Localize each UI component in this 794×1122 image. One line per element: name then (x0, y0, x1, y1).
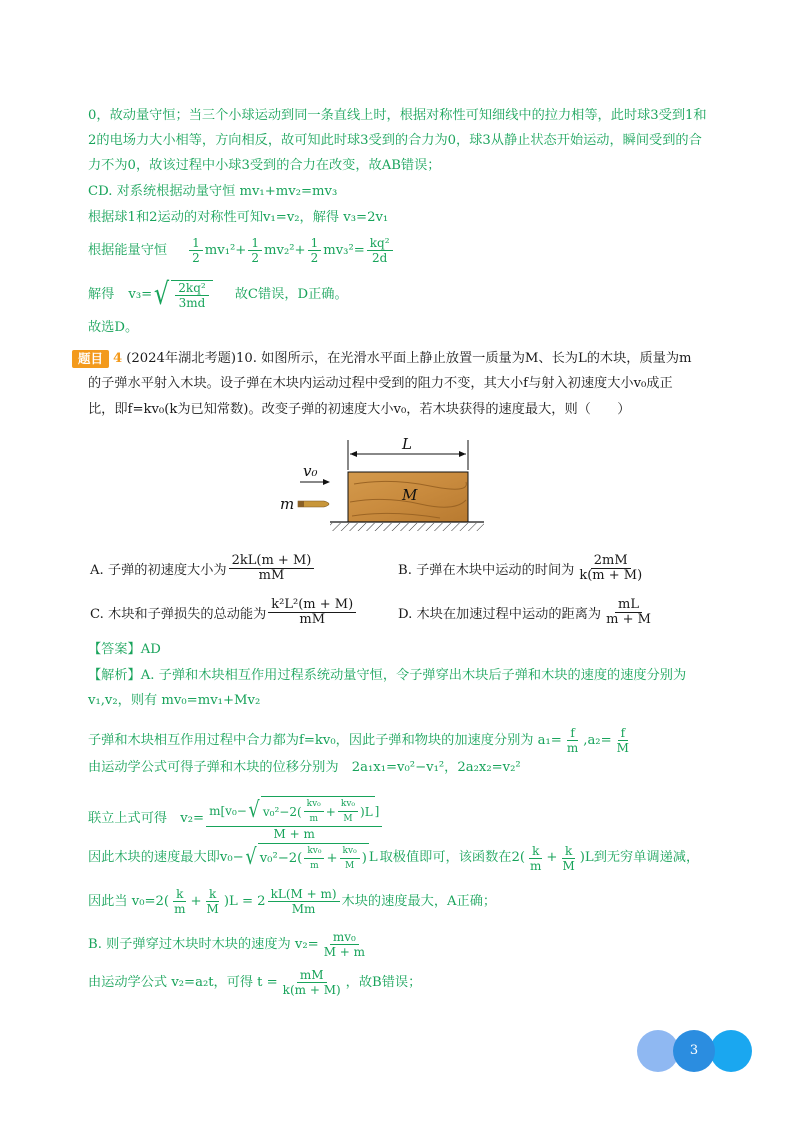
question-number: 4 (113, 351, 123, 366)
text-label: 取极值即可，该函数在 (379, 850, 512, 865)
answer: 【答案】AD (88, 642, 161, 657)
text-label: B. 则子弹穿过木块时木块的速度为 v₂= (88, 936, 319, 952)
text-label: 根据能量守恒 (88, 242, 168, 258)
bullet-block-figure (270, 432, 490, 542)
text-label: 故C错误，D正确。 (234, 287, 348, 302)
text-line: 由运动学公式可得子弹和木块的位移分别为 2a₁x₁=v₀²−v₁²，2a₂x₂=v₂² (88, 760, 521, 775)
max-velocity-line: 因此当 v₀= 2( $\frac{k}{m}$ + $\frac{k}{M}$ )L = 2 $\frac{kL(M + m)}{Mm}$ 木块的速度最大，A正确； (88, 887, 497, 916)
text-line: 2的电场力大小相等，方向相反，故可知此时球3受到的合力为0，球3从静止状态开始运动，瞬间受到的合 (88, 133, 702, 148)
time-line: 由运动学公式 v₂=a₂t，可得 t = $\frac{mM}{k(m + M)}$ ，故B错误； (88, 968, 422, 997)
page-decoration-right (710, 1030, 752, 1072)
length-label: L (402, 435, 412, 453)
option-b[interactable]: B. 子弹在木块中运动的时间为 $\frac{2mM}{k(m + M)}$ (398, 553, 643, 583)
velocity-label: v₀ (303, 462, 318, 480)
velocity-equation: 联立上式可得 v₂= m[v₀− √ v₀²−2( $\frac{\text{kv₀}}{m}$ + $\frac{\text{kv₀}}{M}$ )L ] M + m (88, 796, 384, 841)
question-text: (2024年湖北考题)10. 如图所示，在光滑水平面上静止放置一质量为M、长为L的木块，质量为m (126, 351, 692, 366)
text-line: 0，故动量守恒；当三个小球运动到同一条直线上时，根据对称性可知细线中的拉力相等，此时球3受到1和 (88, 108, 707, 123)
question-text: 比，即f=kv₀(k为已知常数)。改变子弹的初速度大小v₀，若木块获得的速度最大，则（ ） (88, 402, 631, 417)
text-label: 因此当 v₀= (88, 893, 156, 909)
text-line: v₁,v₂，则有 mv₀=mv₁+Mv₂ (88, 693, 261, 708)
extremum-line: 因此木块的速度最大即 v₀− √ v₀²−2( $\frac{\text{kv₀}}{m}$ + $\frac{\text{kv₀}}{M}$ ) L 取极值即可，该函数在 2( $\frac{k}{m}$ + $\frac{k}{M}$ )L 到无穷单调递减， (88, 843, 700, 873)
option-label: A. 子弹的初速度大小为 (90, 563, 227, 578)
page-number: 3 (689, 1043, 699, 1058)
option-label: C. 木块和子弹损失的总动能为 (90, 607, 267, 622)
text-label: 到无穷单调递减， (593, 850, 700, 865)
question-tag: 题目 (72, 350, 109, 368)
acceleration-equation: 子弹和木块相互作用过程中合力都为f=kv₀，因此子弹和物块的加速度分别为 a₁= $\frac{f}{m}$ ,a₂= $\frac{f}{M}$ (88, 726, 629, 755)
option-label: B. 子弹在木块中运动的时间为 (398, 563, 575, 578)
energy-equation: 根据能量守恒 $\frac{1}{2}$ mv₁²+ $\frac{1}{2}$ mv₂²+ $\frac{1}{2}$ mv₃²= $\frac{\text{kq²}}{2d}$ (88, 236, 395, 265)
text-label: 木块的速度最大，A正确； (341, 893, 497, 909)
text-label: ，故B错误； (345, 974, 422, 990)
text-label: 由运动学公式 v₂=a₂t，可得 (88, 974, 254, 990)
text-label: 子弹和木块相互作用过程中合力都为f=kv₀，因此子弹和物块的加速度分别为 a₁= (88, 732, 562, 748)
text-label: 联立上式可得 v₂= (88, 810, 205, 826)
option-label: D. 木块在加速过程中运动的距离为 (398, 607, 602, 622)
text-label: 解得 (88, 287, 115, 302)
block-mass-label: M (402, 486, 418, 504)
option-d[interactable]: D. 木块在加速过程中运动的距离为 $\frac{mL}{m + M}$ (398, 597, 651, 627)
option-a[interactable]: A. 子弹的初速度大小为 $\frac{2kL(m + M)}{mM}$ (90, 554, 316, 583)
text-line: 【解析】A. 子弹和木块相互作用过程系统动量守恒，令子弹穿出木块后子弹和木块的速度的速度分别为 (88, 668, 687, 683)
solve-equation: 解得 v₃= √ $\frac{\text{2kq²}}{3md}$ 故C错误，D正确。 (88, 277, 348, 312)
bullet-mass-label: m (280, 495, 295, 513)
text-label: 因此木块的速度最大即 (88, 850, 220, 865)
option-c[interactable]: C. 木块和子弹损失的总动能为 $\frac{\text{k²L²(m + M)}}{mM}$ (90, 598, 358, 627)
text-line: 根据球1和2运动的对称性可知v₁=v₂，解得 v₃=2v₁ (88, 210, 389, 225)
text-line: CD. 对系统根据动量守恒 mv₁+mv₂=mv₃ (88, 184, 338, 199)
question-header (72, 349, 692, 369)
question-text: 的子弹水平射入木块。设子弹在木块内运动过程中受到的阻力不变，其大小f与射入初速度大小v₀成正 (88, 376, 673, 391)
text-line: 故选D。 (88, 320, 139, 335)
block-velocity-line: B. 则子弹穿过木块时木块的速度为 v₂= $\frac{\text{mv₀}}{M + m}$ (88, 930, 366, 959)
text-line: 力不为0，故该过程中小球3受到的合力在改变，故AB错误； (88, 158, 441, 173)
